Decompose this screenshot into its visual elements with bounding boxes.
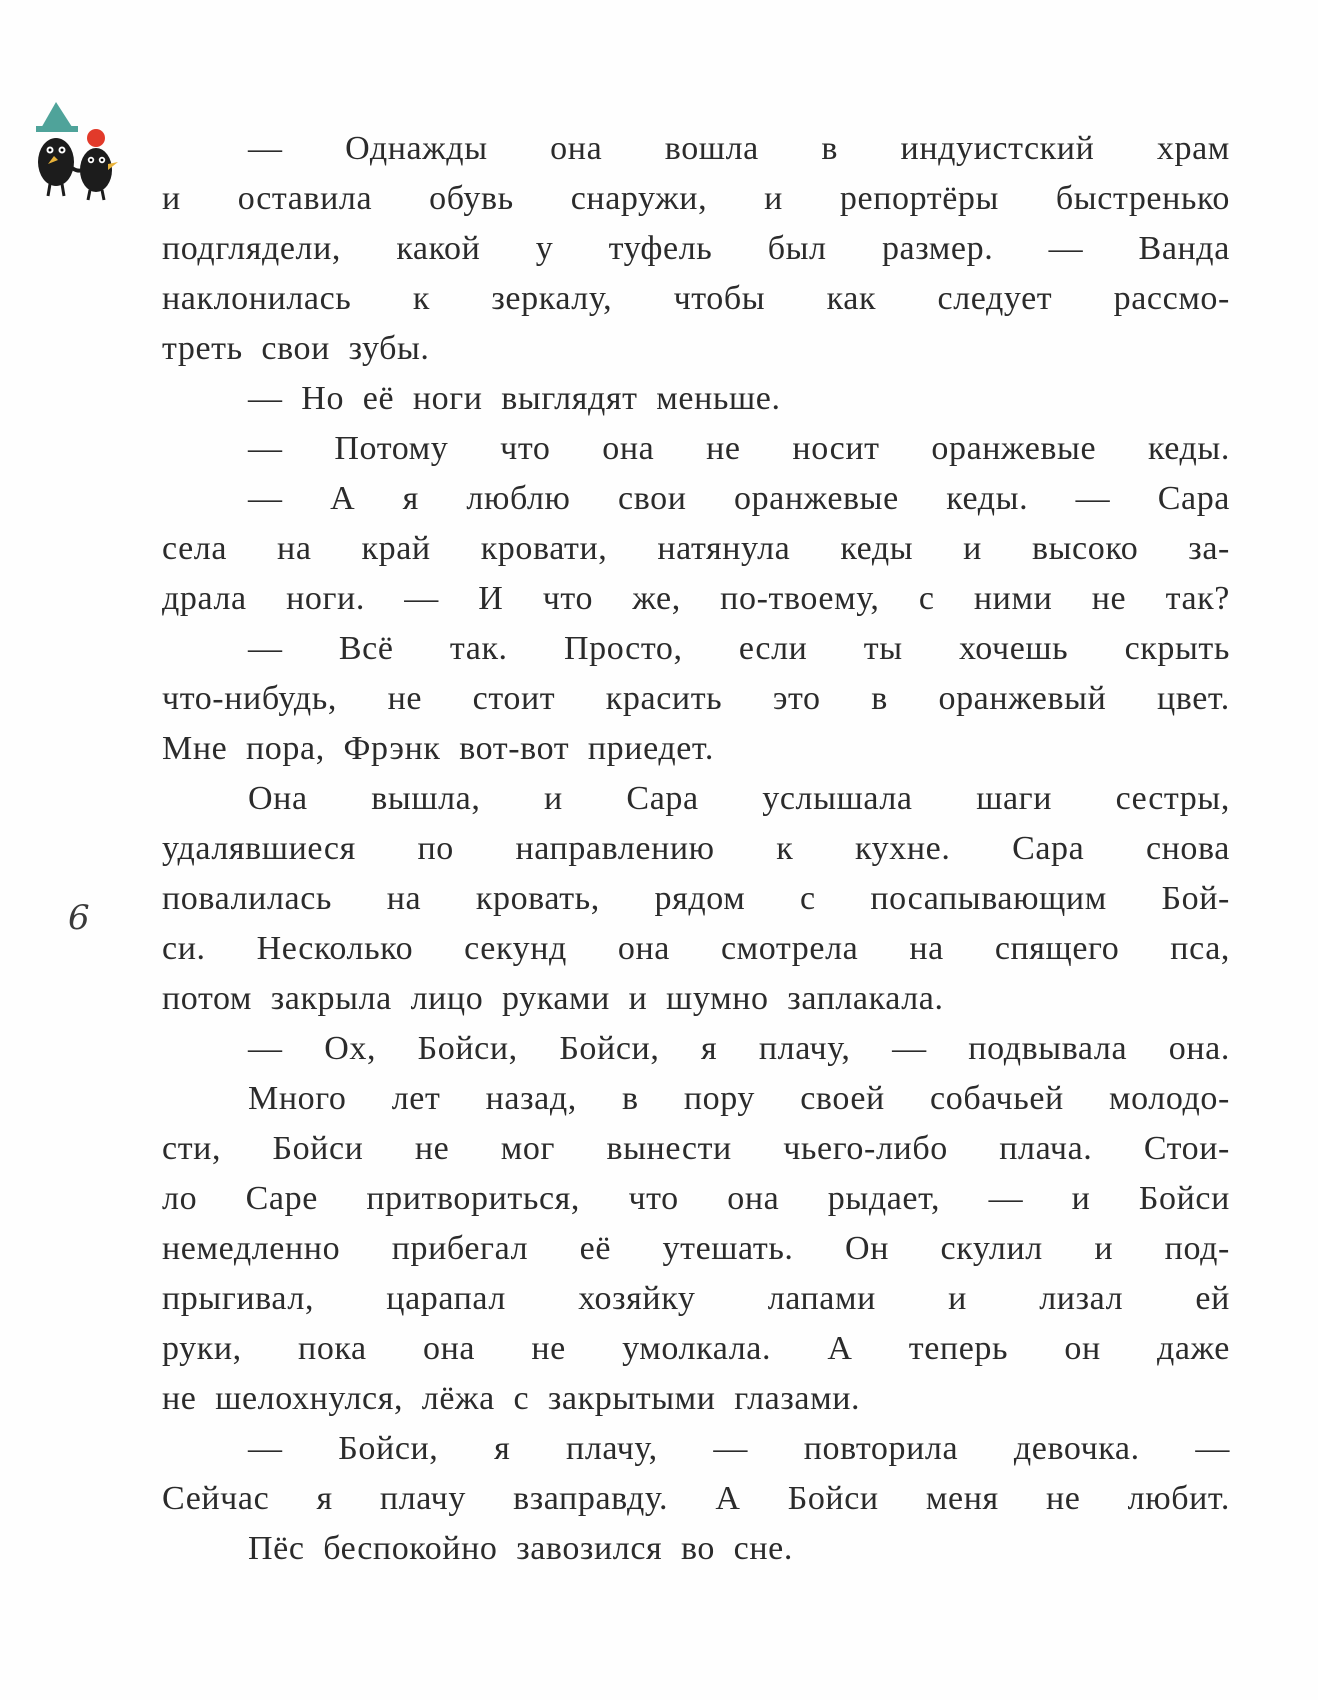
word: туфель [608, 230, 713, 267]
word: скулил [940, 1230, 1043, 1267]
word: оранжевые [733, 480, 899, 517]
word: секунд [464, 930, 567, 967]
text-line [162, 1174, 1230, 1224]
word: с [918, 580, 935, 617]
word: оранжевые [931, 430, 1097, 467]
word: репортёры [839, 180, 999, 217]
text-line [162, 524, 1230, 574]
word: оранжевый [938, 680, 1107, 717]
word: она [423, 1330, 476, 1367]
word: — [713, 1430, 749, 1467]
text-line [162, 674, 1230, 724]
word: треть [162, 330, 243, 367]
word: спящего [994, 930, 1120, 967]
word: рыдает, [827, 1180, 941, 1217]
word: кеды [840, 530, 914, 567]
word: вышла, [371, 780, 481, 817]
word: с [513, 1380, 530, 1417]
word: не [531, 1330, 566, 1367]
word: на [909, 930, 944, 967]
word: и [948, 1280, 967, 1317]
word: выглядят [501, 380, 638, 417]
word: наклонилась [162, 280, 352, 317]
word: оставила [237, 180, 373, 217]
word: молодо- [1109, 1080, 1230, 1117]
word: я [316, 1480, 333, 1517]
word: не [1091, 580, 1127, 617]
word: сестры, [1115, 780, 1230, 817]
word: взаправду. [513, 1480, 669, 1517]
word: она [617, 930, 670, 967]
text-line [162, 274, 1230, 324]
word: чтобы [673, 280, 766, 317]
word: по-твоему, [720, 580, 880, 617]
word: Мне [162, 730, 228, 767]
word: вынести [606, 1130, 732, 1167]
word: и [963, 530, 982, 567]
word: завозился [516, 1530, 663, 1567]
text-line [162, 1324, 1230, 1374]
word: драла [162, 580, 247, 617]
word: хозяйку [578, 1280, 696, 1317]
word: на [386, 880, 422, 917]
word: закрыла [270, 980, 392, 1017]
word: мог [500, 1130, 556, 1167]
word: — [248, 380, 283, 417]
word: прыгивал, [162, 1280, 315, 1317]
word: немедленно [162, 1230, 341, 1267]
word: какой [396, 230, 481, 267]
word: снова [1145, 830, 1230, 867]
word: что [628, 1180, 679, 1217]
page-number: 6 [68, 898, 90, 938]
word: Фрэнк [343, 730, 441, 767]
word: А [715, 1480, 741, 1517]
word: Просто, [563, 630, 683, 667]
word: к [776, 830, 794, 867]
word: край [361, 530, 431, 567]
word: она [602, 430, 655, 467]
word: плачу [379, 1480, 466, 1517]
word: — [248, 130, 283, 167]
word: хочешь [958, 630, 1069, 667]
word: и [544, 780, 563, 817]
text-line [162, 1024, 1230, 1074]
text-line [162, 924, 1230, 974]
word: меньше. [656, 380, 781, 417]
word: кровати, [480, 530, 608, 567]
word: Потому [334, 430, 449, 467]
text-line [162, 324, 1230, 374]
word: — [248, 430, 283, 467]
word: смотрела [720, 930, 859, 967]
word: пока [298, 1330, 367, 1367]
word: А [827, 1330, 853, 1367]
text-line [162, 724, 1230, 774]
word: Она [248, 780, 308, 817]
word: люблю [466, 480, 571, 517]
word: я [402, 480, 419, 517]
word: — [1195, 1430, 1230, 1467]
word: Ох, [324, 1030, 377, 1067]
body-text [162, 124, 1230, 1574]
word: что [542, 580, 594, 617]
text-line [162, 174, 1230, 224]
word: умолкала. [622, 1330, 772, 1367]
word: подглядели, [162, 230, 341, 267]
text-line [162, 874, 1230, 924]
word: за- [1188, 530, 1230, 567]
word: руки, [162, 1330, 242, 1367]
word: не [387, 680, 423, 717]
word: это [772, 680, 821, 717]
word: цвет. [1156, 680, 1230, 717]
word: зубы. [348, 330, 430, 367]
word: следует [937, 280, 1053, 317]
word: на [277, 530, 312, 567]
word: был [767, 230, 827, 267]
word: — [248, 1430, 283, 1467]
word: шелохнулся, [215, 1380, 404, 1417]
word: что-нибудь, [162, 680, 337, 717]
text-line [162, 1524, 1230, 1574]
word: если [738, 630, 808, 667]
word: не [414, 1130, 450, 1167]
word: он [1064, 1330, 1101, 1367]
text-line [162, 824, 1230, 874]
text-line [162, 1374, 1230, 1424]
word: меня [925, 1480, 999, 1517]
word: снаружи, [570, 180, 708, 217]
word: Бойси, [559, 1030, 660, 1067]
word: сти, [162, 1130, 222, 1167]
word: Сейчас [162, 1480, 270, 1517]
word: И [478, 580, 504, 617]
word: — [1075, 480, 1111, 517]
word: Несколько [256, 930, 414, 967]
word: глазами. [734, 1380, 861, 1417]
word: что [500, 430, 551, 467]
word: стоит [472, 680, 556, 717]
word: пора, [246, 730, 325, 767]
word: ноги. [286, 580, 365, 617]
word: свои [618, 480, 687, 517]
word: вот-вот [459, 730, 570, 767]
word: Но [301, 380, 345, 417]
word: свои [261, 330, 330, 367]
word: ноги [412, 380, 483, 417]
word: обувь [429, 180, 514, 217]
text-line [162, 974, 1230, 1024]
word: удалявшиеся [162, 830, 356, 867]
word: заплакала. [787, 980, 944, 1017]
word: своей [800, 1080, 885, 1117]
word: лизал [1039, 1280, 1124, 1317]
word: села [162, 530, 228, 567]
word: повалилась [162, 880, 333, 917]
word: её [362, 380, 395, 417]
word: собачьей [930, 1080, 1064, 1117]
word: ты [863, 630, 903, 667]
word: Бойси, [338, 1430, 439, 1467]
word: же, [632, 580, 681, 617]
word: индуистский [900, 130, 1095, 167]
word: приедет. [587, 730, 714, 767]
text-line [162, 774, 1230, 824]
word: девочка. [1013, 1430, 1140, 1467]
word: пса, [1170, 930, 1230, 967]
word: повторила [803, 1430, 959, 1467]
word: и [628, 980, 648, 1017]
word: — [892, 1030, 927, 1067]
word: Бойси [787, 1480, 879, 1517]
word: скрыть [1124, 630, 1230, 667]
word: зеркалу, [491, 280, 613, 317]
word: высоко [1031, 530, 1139, 567]
word: царапал [386, 1280, 506, 1317]
text-line [162, 224, 1230, 274]
word: потом [162, 980, 253, 1017]
word: так? [1165, 580, 1230, 617]
text-line [162, 1224, 1230, 1274]
word: Всё [338, 630, 394, 667]
word: храм [1156, 130, 1230, 167]
word: она [727, 1180, 780, 1217]
two-birds-icon [18, 100, 128, 210]
word: не [162, 1380, 197, 1417]
word: закрытыми [547, 1380, 716, 1417]
text-line [162, 474, 1230, 524]
word: рассмо- [1113, 280, 1230, 317]
word: натянула [657, 530, 791, 567]
word: кеды. [946, 480, 1029, 517]
word: и [1071, 1180, 1091, 1217]
word: под- [1164, 1230, 1230, 1267]
word: беспокойно [323, 1530, 498, 1567]
word: она [550, 130, 603, 167]
word: лапами [767, 1280, 876, 1317]
word: как [826, 280, 877, 317]
word: носит [792, 430, 880, 467]
word: направлению [515, 830, 715, 867]
text-line [162, 1474, 1230, 1524]
word: назад, [485, 1080, 577, 1117]
word: ними [973, 580, 1053, 617]
word: Сара [626, 780, 699, 817]
word: и [1094, 1230, 1114, 1267]
word: Сара [1012, 830, 1085, 867]
text-line [162, 424, 1230, 474]
word: подвывала [968, 1030, 1128, 1067]
word: притвориться, [366, 1180, 581, 1217]
text-line [162, 574, 1230, 624]
text-line [162, 374, 1230, 424]
word: лёжа [421, 1380, 495, 1417]
word: А [330, 480, 356, 517]
word: си. [162, 930, 206, 967]
word: услышала [762, 780, 913, 817]
word: кухне. [855, 830, 951, 867]
word: лицо [410, 980, 484, 1017]
word: — [248, 630, 283, 667]
word: у [535, 230, 554, 267]
word: кровать, [475, 880, 600, 917]
word: посапывающим [870, 880, 1107, 917]
word: Стои- [1143, 1130, 1230, 1167]
word: рядом [654, 880, 746, 917]
word: к [412, 280, 430, 317]
word: плачу, [566, 1430, 658, 1467]
word: она. [1168, 1030, 1230, 1067]
word: пору [683, 1080, 756, 1117]
word: руками [502, 980, 610, 1017]
word: Бойси [1138, 1180, 1230, 1217]
word: Сара [1157, 480, 1230, 517]
word: любит. [1127, 1480, 1230, 1517]
word: размер. [881, 230, 994, 267]
word: быстренько [1055, 180, 1230, 217]
word: её [579, 1230, 612, 1267]
word: Бойси, [417, 1030, 518, 1067]
word: вошла [664, 130, 759, 167]
word: Пёс [248, 1530, 305, 1567]
word: в [821, 130, 839, 167]
text-line [162, 1124, 1230, 1174]
word: Ванда [1138, 230, 1230, 267]
word: прибегал [391, 1230, 529, 1267]
word: и [162, 180, 181, 217]
word: Бой- [1161, 880, 1230, 917]
word: с [800, 880, 816, 917]
word: плача. [999, 1130, 1093, 1167]
word: — [988, 1180, 1024, 1217]
word: — [248, 480, 283, 517]
text-line [162, 1274, 1230, 1324]
word: теперь [908, 1330, 1009, 1367]
word: Много [248, 1080, 347, 1117]
text-line [162, 624, 1230, 674]
word: во [680, 1530, 715, 1567]
word: утешать. [662, 1230, 794, 1267]
word: даже [1157, 1330, 1230, 1367]
word: так. [449, 630, 508, 667]
word: Однажды [345, 130, 488, 167]
word: чьего-либо [783, 1130, 948, 1167]
word: ей [1195, 1280, 1230, 1317]
word: в [622, 1080, 639, 1117]
word: я [494, 1430, 511, 1467]
word: Саре [245, 1180, 318, 1217]
word: лет [391, 1080, 441, 1117]
word: Бойси [272, 1130, 364, 1167]
text-line [162, 124, 1230, 174]
word: я [701, 1030, 718, 1067]
word: Он [845, 1230, 889, 1267]
word: сне. [733, 1530, 793, 1567]
text-line [162, 1074, 1230, 1124]
word: шумно [666, 980, 769, 1017]
text-line [162, 1424, 1230, 1474]
word: по [417, 830, 454, 867]
word: и [764, 180, 783, 217]
word: красить [605, 680, 723, 717]
word: плачу, [758, 1030, 851, 1067]
word: не [706, 430, 741, 467]
word: — [248, 1030, 283, 1067]
word: — [404, 580, 439, 617]
word: не [1045, 1480, 1081, 1517]
word: — [1048, 230, 1084, 267]
word: ло [162, 1180, 198, 1217]
word: в [871, 680, 888, 717]
word: шаги [976, 780, 1052, 817]
word: кеды. [1147, 430, 1230, 467]
